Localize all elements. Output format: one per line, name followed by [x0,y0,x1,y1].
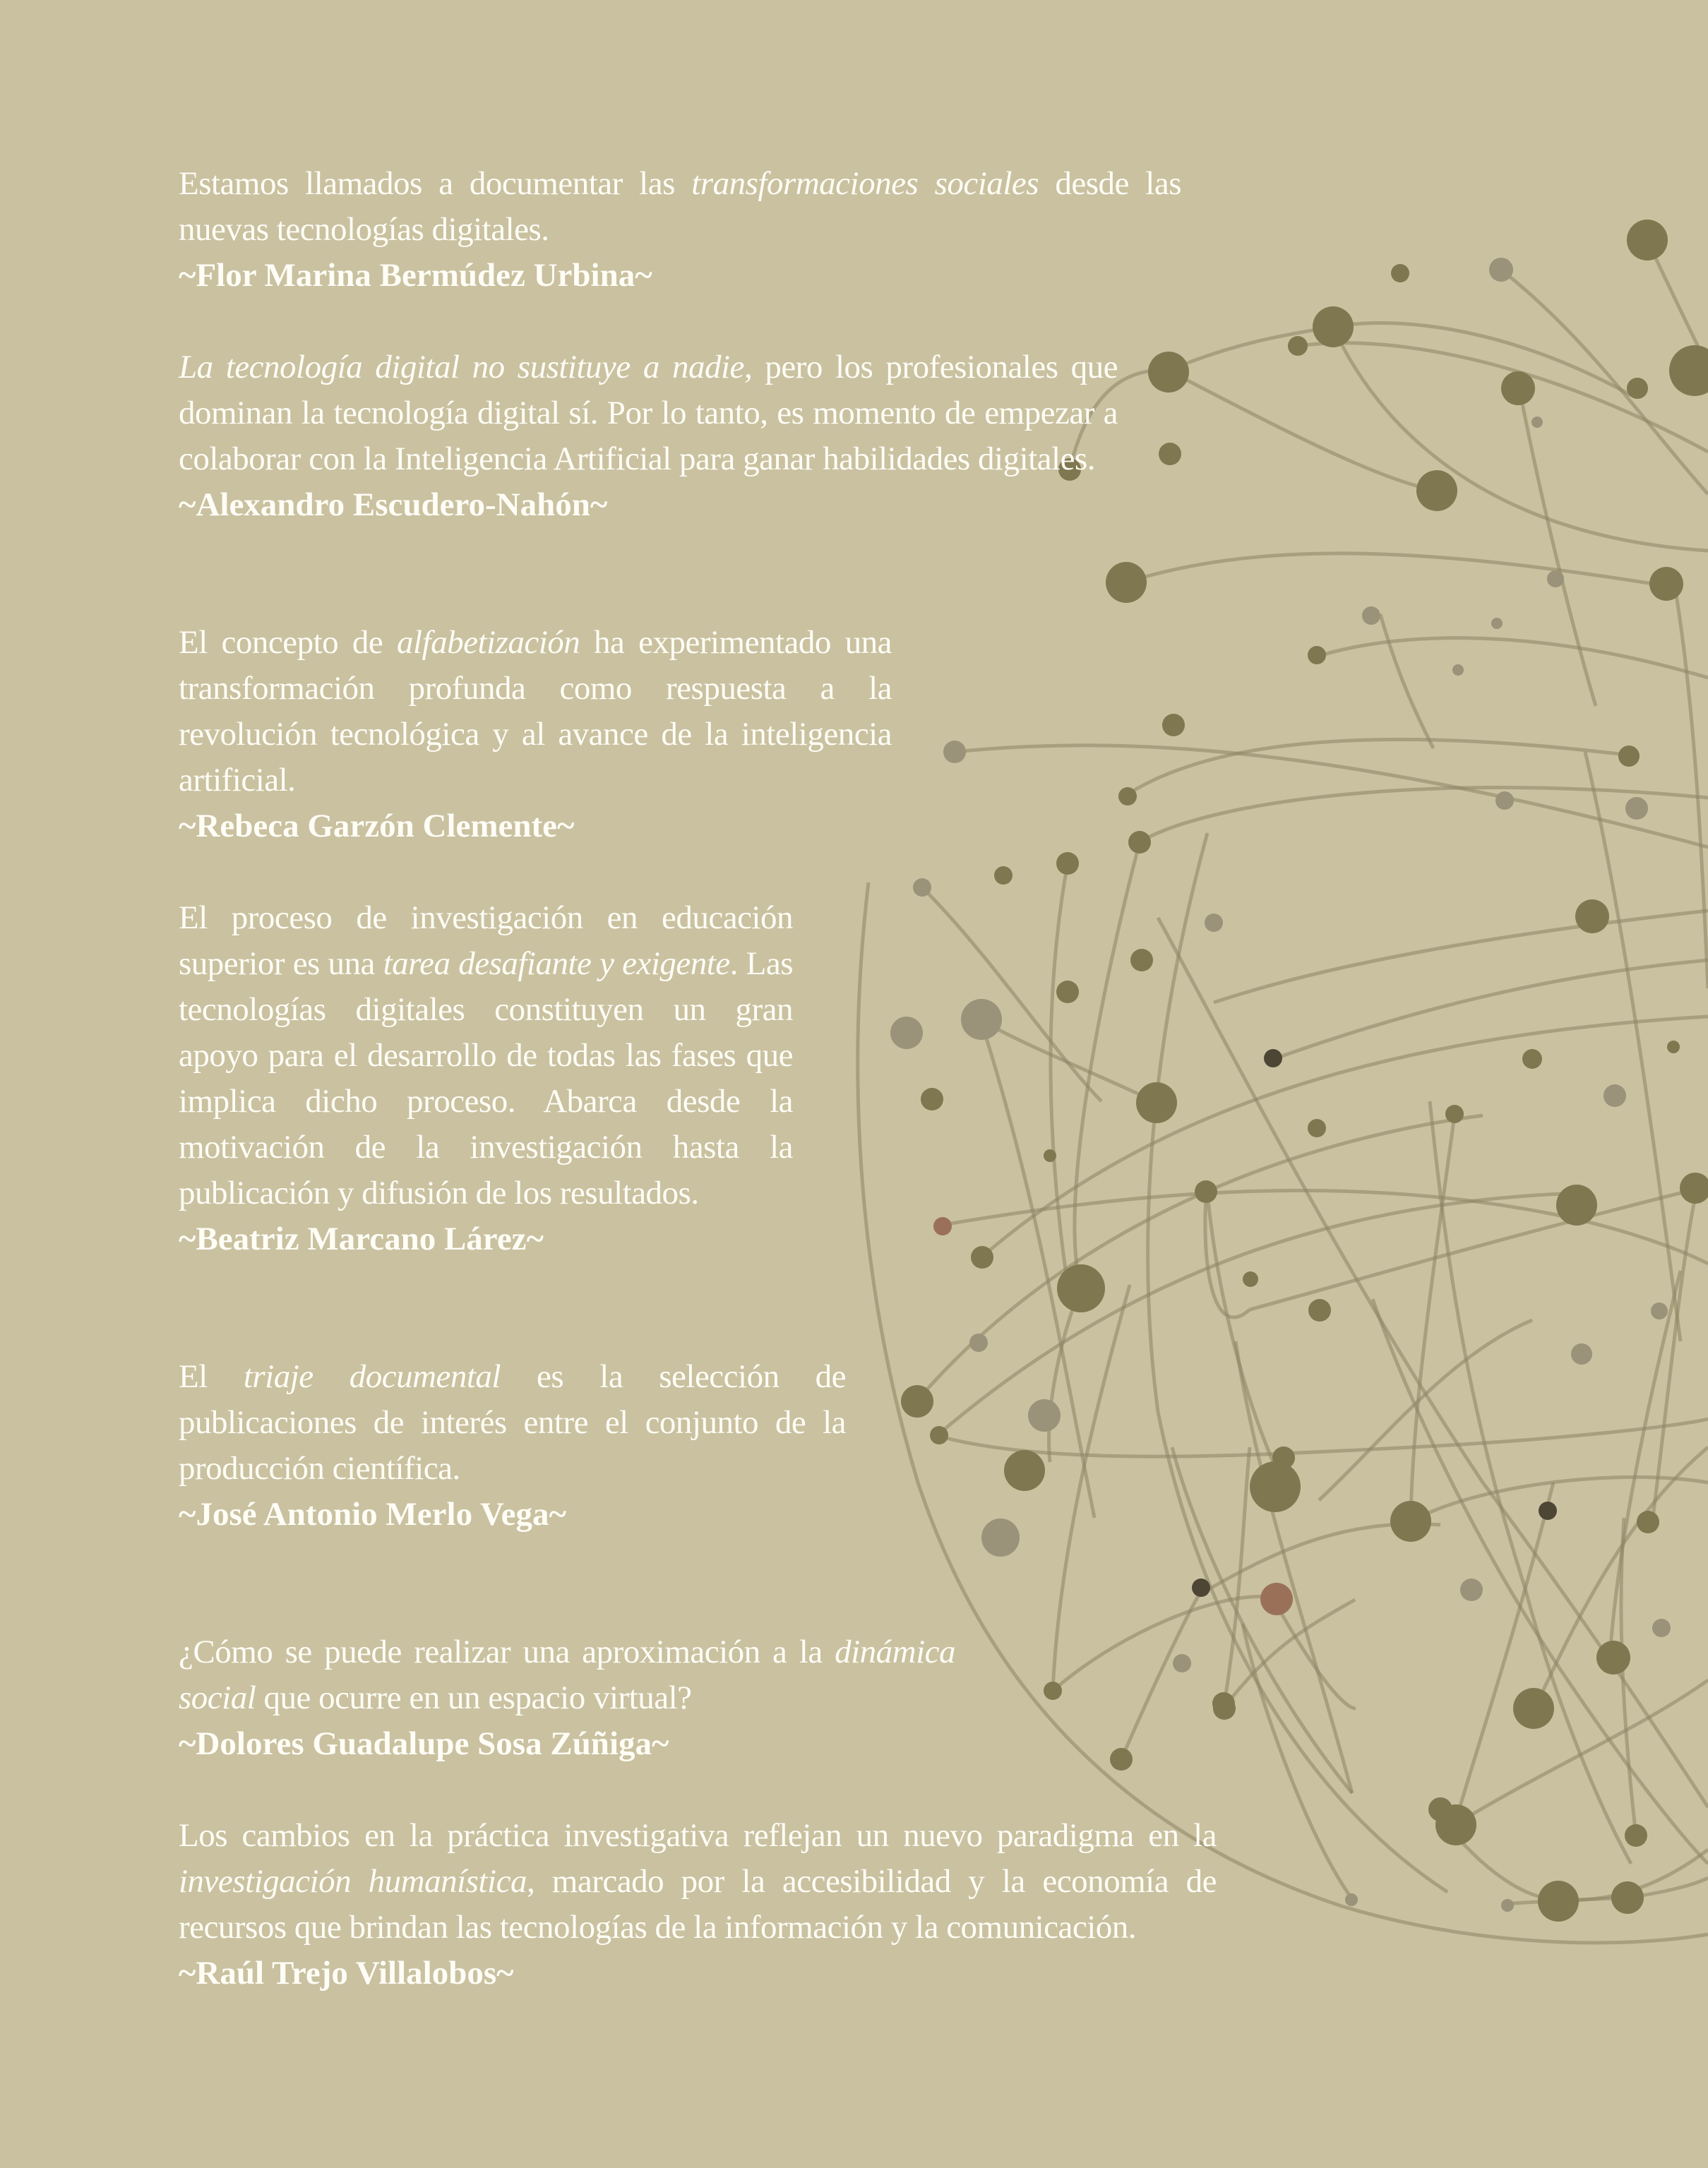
quote-segment: ¿Cómo se puede realizar una aproximación a la [179,1634,835,1670]
quote-text [179,1629,955,1721]
quote-text [179,345,1118,482]
quote-author: ~Dolores Guadalupe Sosa Zúñiga~ [179,1725,669,1762]
quote-block [179,620,892,849]
quote-author: ~Raúl Trejo Villalobos~ [179,1955,514,1992]
quote-segment: , pero los profesionales que dominan la tecnología digital sí. Por lo tanto, es momento de empezar a colaborar con la Inteligencia Artificial para ganar habilidades digitales. [179,349,1118,477]
quote-block [179,1813,1217,1996]
quote-text [179,161,1181,253]
quote-segment: que ocurre en un espacio virtual? [256,1679,692,1716]
quote-emphasis: alfabetización [396,624,580,661]
quote-block [179,1629,955,1767]
quote-emphasis: dinámica social [179,1634,955,1716]
quote-text [179,620,892,803]
quote-segment: El [179,1358,244,1395]
quote-segment: ha experimentado una transformación profunda como respuesta a la revolución tecnológica y al avance de la inteligencia artificial. [179,624,892,798]
quote-emphasis: triaje documental [243,1358,501,1395]
quote-author: ~José Antonio Merlo Vega~ [179,1496,566,1533]
quote-segment: El proceso de investigación en educación superior es una [179,899,793,982]
quote-segment: desde las nuevas tecnologías digitales. [179,165,1181,248]
quote-segment: El concepto de [179,624,397,661]
quote-text [179,1813,1217,1951]
quote-author: ~Alexandro Escudero-Nahón~ [179,486,608,523]
quote-text [179,895,793,1216]
quote-segment: es la selección de publicaciones de interés entre el conjunto de la producción científica. [179,1358,846,1487]
quote-emphasis: investigación humanística [179,1863,527,1900]
quote-block [179,161,1181,299]
quote-block [179,1354,846,1538]
quote-author: ~Beatriz Marcano Lárez~ [179,1221,544,1257]
quote-block [179,345,1118,528]
quote-segment: Los cambios en la práctica investigativa reflejan un nuevo paradigma en la [179,1817,1217,1854]
quote-author: ~Rebeca Garzón Clemente~ [179,808,575,844]
quote-emphasis: transformaciones sociales [691,165,1039,202]
quote-segment: Estamos llamados a documentar las [179,165,692,202]
quote-segment: . Las tecnologías digitales constituyen un gran apoyo para el desarrollo de todas las fases que implica dicho proceso. Abarca desde la motivación de la investigación hasta la publicación y difusión de los resultados. [179,945,793,1211]
quote-emphasis: tarea desafiante y exigente [383,945,730,982]
quote-author: ~Flor Marina Bermúdez Urbina~ [179,257,652,294]
quote-segment: , marcado por la accesibilidad y la economía de recursos que brindan las tecnologías de la información y la comunicación. [179,1863,1217,1946]
quote-text [179,1354,846,1492]
quote-emphasis: La tecnología digital no sustituye a nadie [179,349,744,385]
quote-block [179,895,793,1262]
